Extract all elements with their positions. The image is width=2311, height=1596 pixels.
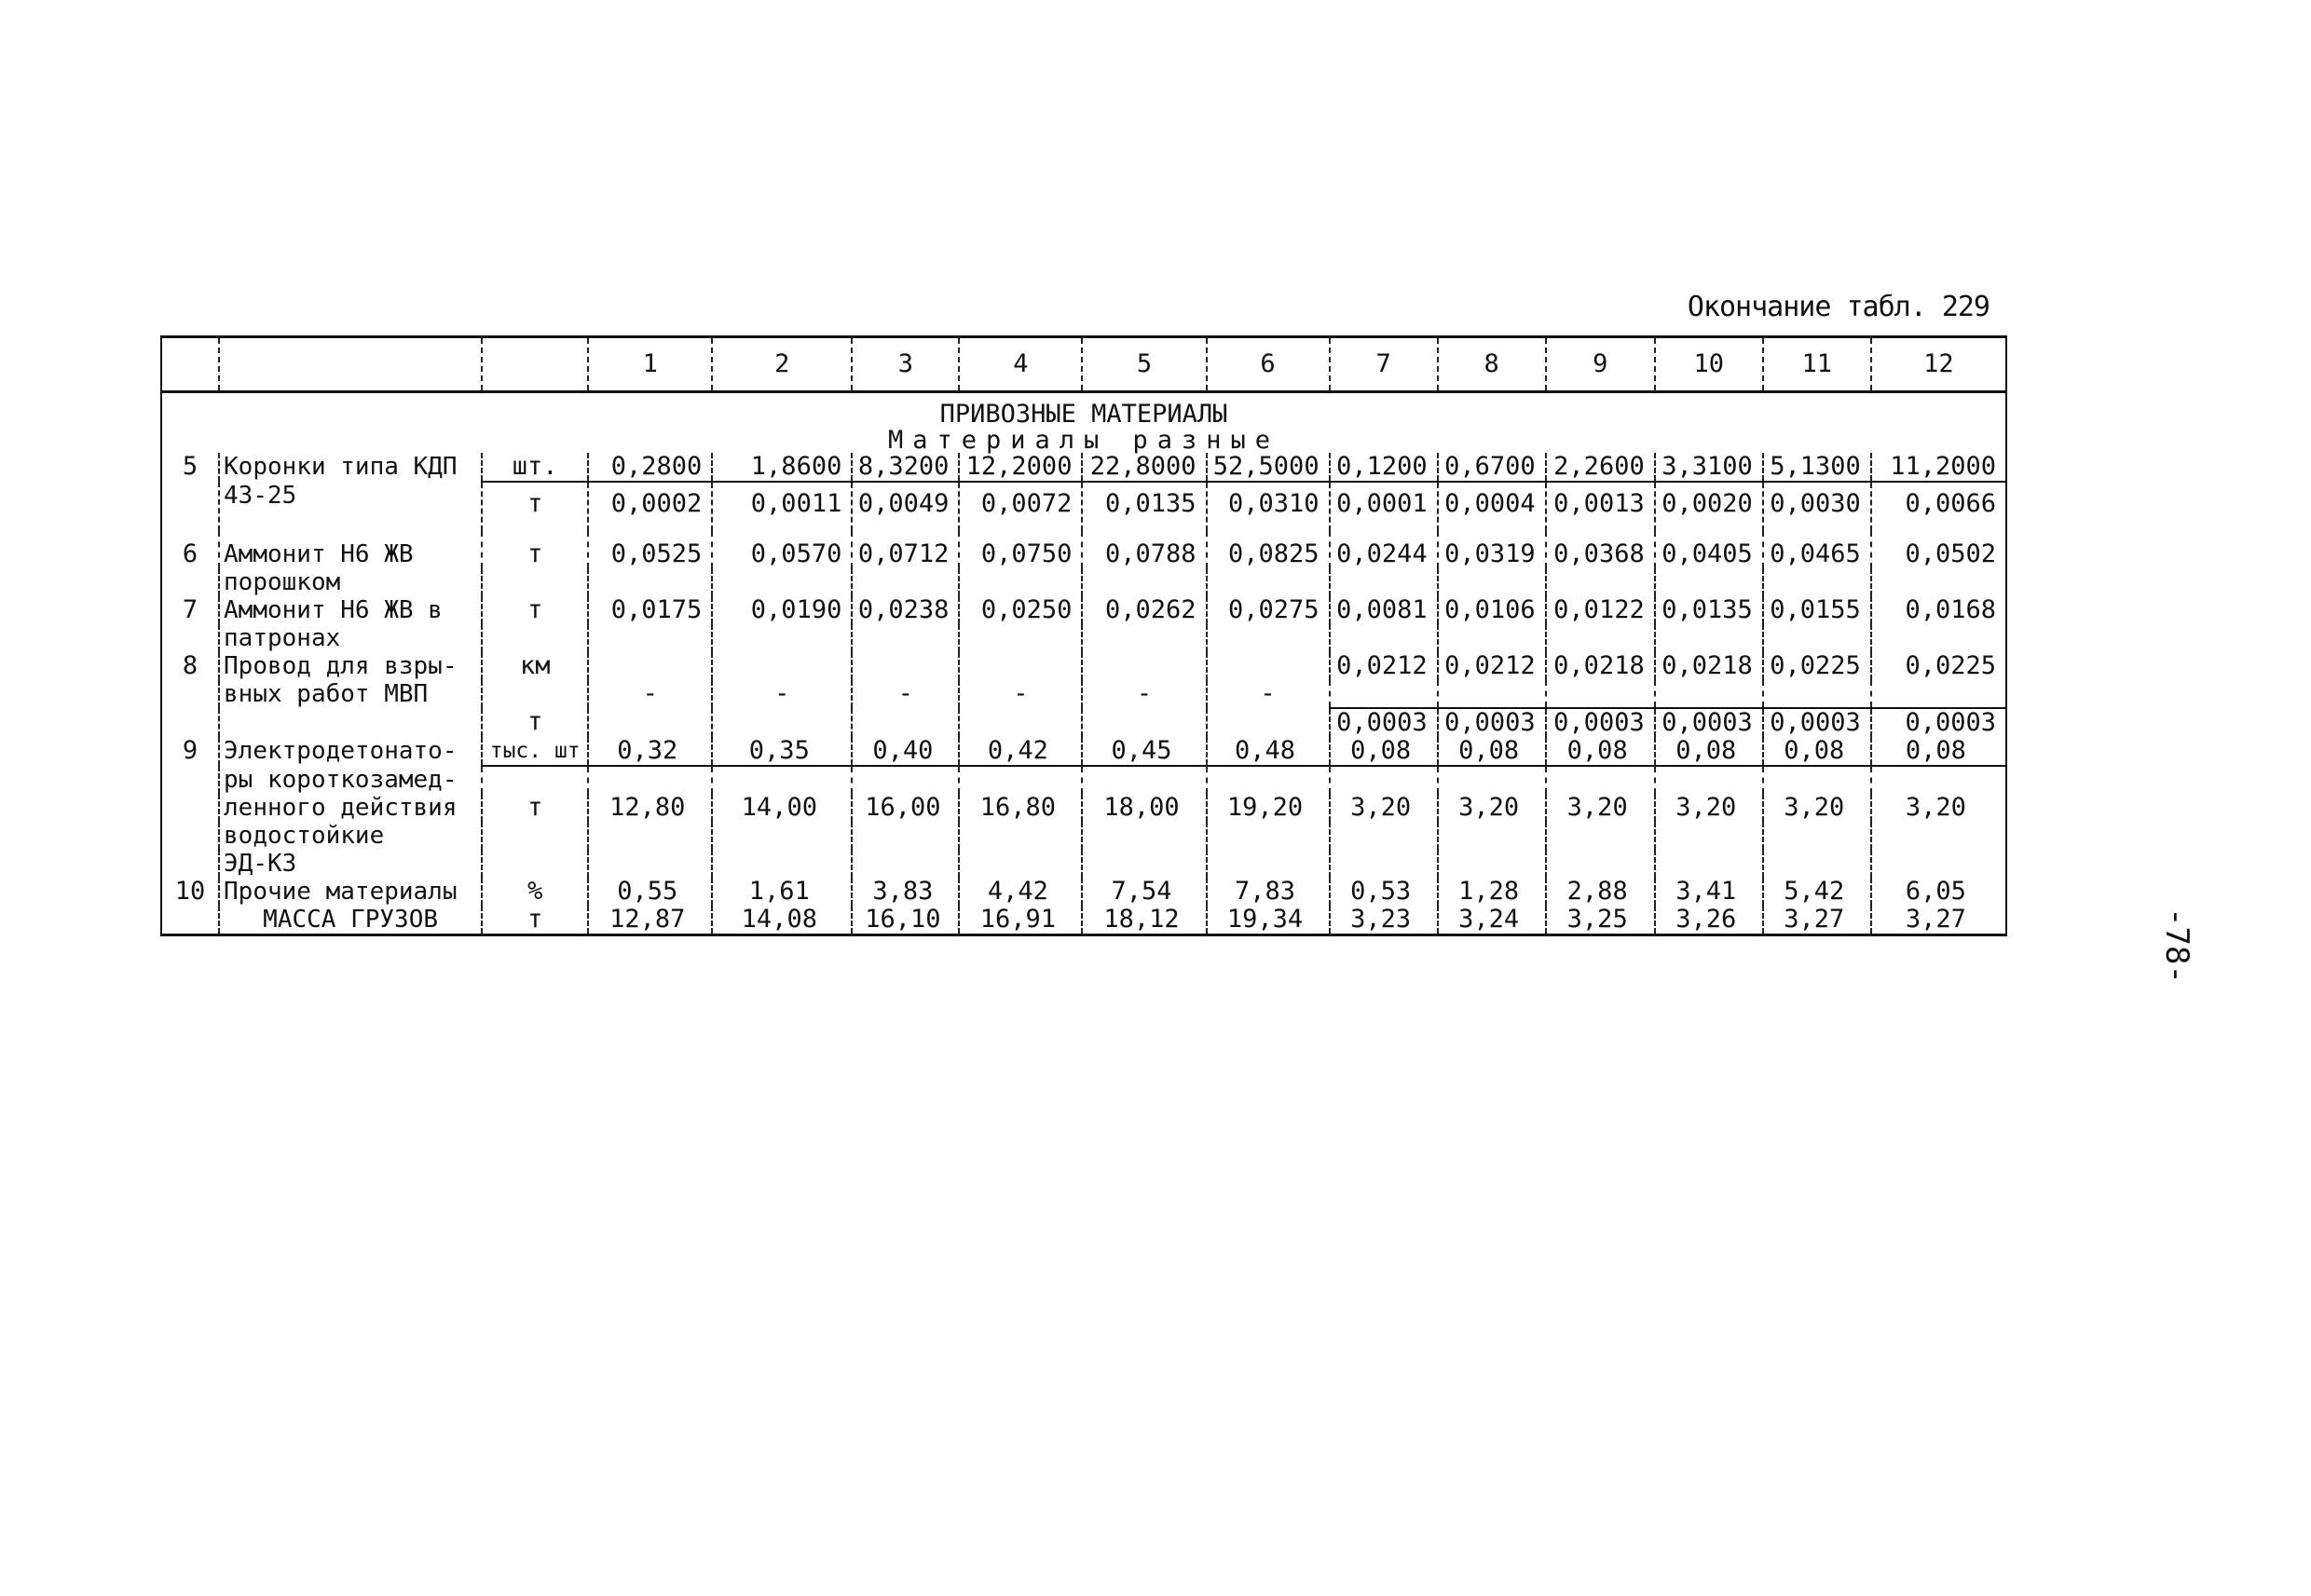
- header-cell: 3: [852, 337, 959, 392]
- table-cell: [852, 652, 959, 680]
- table-cell: [852, 822, 959, 850]
- table-cell: вных работ МВП: [219, 680, 482, 708]
- subsection-title: Материалы разные: [161, 429, 2006, 453]
- table-cell: [482, 680, 588, 708]
- table-cell: 0,0502: [1871, 531, 2006, 568]
- table-cell: 14,08: [712, 906, 852, 935]
- table-cell: 0,6700: [1438, 453, 1546, 482]
- table-cell: 2,2600: [1546, 453, 1655, 482]
- table-cell: 0,0825: [1207, 531, 1330, 568]
- table-cell: [1871, 624, 2006, 652]
- table-cell: 8: [161, 652, 219, 680]
- table-cell: [1871, 680, 2006, 708]
- table-cell: -: [712, 680, 852, 708]
- table-cell: 0,0570: [712, 531, 852, 568]
- header-cell: 2: [712, 337, 852, 392]
- table-cell: [588, 708, 712, 737]
- table-cell: [588, 822, 712, 850]
- table-cell: -: [1207, 680, 1330, 708]
- table-cell: [959, 568, 1082, 596]
- table-cell: [1546, 680, 1655, 708]
- table-cell: 1,61: [712, 878, 852, 906]
- table-cell: 0,0072: [959, 482, 1082, 531]
- table-cell: [1082, 652, 1206, 680]
- table-cell: 3,23: [1330, 906, 1438, 935]
- table-cell: [852, 568, 959, 596]
- header-cell: 9: [1546, 337, 1655, 392]
- table-row: [161, 652, 2006, 680]
- table-cell: 6,05: [1871, 878, 2006, 906]
- table-cell: [588, 624, 712, 652]
- table-cell: [1871, 850, 2006, 878]
- table-row: [161, 531, 2006, 568]
- table-cell: 0,0244: [1330, 531, 1438, 568]
- table-cell: [1655, 624, 1763, 652]
- table-cell: 14,00: [712, 794, 852, 822]
- table-cell: [1207, 624, 1330, 652]
- table-cell: 1,28: [1438, 878, 1546, 906]
- table-cell: 11,2000: [1871, 453, 2006, 482]
- table-cell: -: [852, 680, 959, 708]
- table-cell: 16,10: [852, 906, 959, 935]
- table-cell: 12,80: [588, 794, 712, 822]
- table-cell: [852, 708, 959, 737]
- table-cell: 0,0013: [1546, 482, 1655, 531]
- table-cell: 0,08: [1655, 737, 1763, 766]
- table-cell: 3,25: [1546, 906, 1655, 935]
- table-cell: [1655, 568, 1763, 596]
- table-cell: [1655, 850, 1763, 878]
- table-cell: [1763, 624, 1871, 652]
- table-cell: [1438, 680, 1546, 708]
- table-cell: 4,42: [959, 878, 1082, 906]
- table-cell: 0,0020: [1655, 482, 1763, 531]
- table-cell: 0,0135: [1655, 596, 1763, 624]
- table-cell: [1082, 624, 1206, 652]
- table-cell: 0,08: [1330, 737, 1438, 766]
- table-cell: [1871, 766, 2006, 794]
- table-row: [161, 822, 2006, 850]
- table-cell: [1207, 568, 1330, 596]
- table-cell: [588, 850, 712, 878]
- table-cell: 0,0405: [1655, 531, 1763, 568]
- table-cell: [712, 708, 852, 737]
- table-cell: 0,0250: [959, 596, 1082, 624]
- table-cell: [1871, 822, 2006, 850]
- header-cell: 12: [1871, 337, 2006, 392]
- table-cell: [1330, 568, 1438, 596]
- table-cell: ры короткозамед-: [219, 766, 482, 794]
- table-cell: [1207, 652, 1330, 680]
- table-cell: 6: [161, 531, 219, 568]
- table-cell: 52,5000: [1207, 453, 1330, 482]
- table-cell: 0,45: [1082, 737, 1206, 766]
- table-cell: Прочие материалы: [219, 878, 482, 906]
- table-cell: [588, 766, 712, 794]
- table-cell: 0,0030: [1763, 482, 1871, 531]
- page-number: -78-: [2157, 907, 2195, 984]
- table-cell: 19,34: [1207, 906, 1330, 935]
- table-cell: 0,08: [1438, 737, 1546, 766]
- table-cell: водостойкие: [219, 822, 482, 850]
- table-cell: км: [482, 652, 588, 680]
- table-cell: [1207, 850, 1330, 878]
- table-cell: 0,0225: [1763, 652, 1871, 680]
- table-cell: 3,20: [1330, 794, 1438, 822]
- table-cell: 43-25: [219, 482, 482, 531]
- table-cell: [1438, 766, 1546, 794]
- table-cell: [1438, 624, 1546, 652]
- table-cell: 0,08: [1763, 737, 1871, 766]
- table-cell: [712, 766, 852, 794]
- header-row: [161, 337, 2006, 392]
- table-row: [161, 596, 2006, 624]
- table-cell: 3,41: [1655, 878, 1763, 906]
- table-cell: 0,0788: [1082, 531, 1206, 568]
- table-cell: 0,0003: [1330, 708, 1438, 737]
- table-cell: [482, 766, 588, 794]
- table-cell: [1438, 568, 1546, 596]
- table-cell: 0,32: [588, 737, 712, 766]
- table-cell: [161, 568, 219, 596]
- table-cell: [1330, 766, 1438, 794]
- table-cell: [161, 794, 219, 822]
- table-cell: [482, 624, 588, 652]
- table-cell: Аммонит Н6 ЖВ в: [219, 596, 482, 624]
- table-cell: 7,54: [1082, 878, 1206, 906]
- table-cell: 0,48: [1207, 737, 1330, 766]
- table-cell: т: [482, 906, 588, 935]
- table-cell: 0,0212: [1330, 652, 1438, 680]
- table-cell: 0,0011: [712, 482, 852, 531]
- table-cell: 5,42: [1763, 878, 1871, 906]
- table-cell: 18,12: [1082, 906, 1206, 935]
- table-cell: 0,0003: [1438, 708, 1546, 737]
- table-cell: [1207, 822, 1330, 850]
- table-cell: [959, 850, 1082, 878]
- table-cell: 0,0168: [1871, 596, 2006, 624]
- table-cell: Электродетонато-: [219, 737, 482, 766]
- table-cell: 0,0525: [588, 531, 712, 568]
- table-cell: [959, 624, 1082, 652]
- table-cell: т: [482, 708, 588, 737]
- table-cell: 0,0003: [1655, 708, 1763, 737]
- table-cell: [161, 708, 219, 737]
- table-cell: 0,1200: [1330, 453, 1438, 482]
- table-cell: 0,0275: [1207, 596, 1330, 624]
- table-cell: т: [482, 482, 588, 531]
- table-cell: 3,20: [1546, 794, 1655, 822]
- table-cell: 5: [161, 453, 219, 482]
- table-cell: [712, 624, 852, 652]
- table-cell: 0,0066: [1871, 482, 2006, 531]
- table-cell: 12,2000: [959, 453, 1082, 482]
- table-cell: [1655, 766, 1763, 794]
- table-cell: 7,83: [1207, 878, 1330, 906]
- header-cell: [482, 337, 588, 392]
- table-cell: 0,0004: [1438, 482, 1546, 531]
- table-cell: [161, 482, 219, 531]
- table-cell: 7: [161, 596, 219, 624]
- table-cell: [852, 766, 959, 794]
- table-cell: 0,0190: [712, 596, 852, 624]
- table-cell: 5,1300: [1763, 453, 1871, 482]
- table-cell: [1330, 680, 1438, 708]
- table-cell: [1207, 708, 1330, 737]
- table-cell: 0,0135: [1082, 482, 1206, 531]
- header-cell: 7: [1330, 337, 1438, 392]
- header-cell: 5: [1082, 337, 1206, 392]
- header-cell: [219, 337, 482, 392]
- header-cell: 11: [1763, 337, 1871, 392]
- table-cell: [1763, 568, 1871, 596]
- table-cell: [161, 822, 219, 850]
- table-cell: 16,00: [852, 794, 959, 822]
- table-cell: [1546, 624, 1655, 652]
- table-cell: 9: [161, 737, 219, 766]
- table-cell: [161, 766, 219, 794]
- table-cell: 16,91: [959, 906, 1082, 935]
- table-cell: [161, 624, 219, 652]
- table-cell: 0,0750: [959, 531, 1082, 568]
- table-cell: -: [1082, 680, 1206, 708]
- table-row: [161, 568, 2006, 596]
- table-cell: [1082, 708, 1206, 737]
- table-cell: 3,20: [1655, 794, 1763, 822]
- table-cell: Коронки типа КДП: [219, 453, 482, 482]
- table-cell: -: [959, 680, 1082, 708]
- header-cell: 1: [588, 337, 712, 392]
- table-row: [161, 906, 2006, 935]
- table-cell: 3,24: [1438, 906, 1546, 935]
- table-row: [161, 453, 2006, 482]
- header-cell: 8: [1438, 337, 1546, 392]
- header-cell: 4: [959, 337, 1082, 392]
- table-cell: [588, 568, 712, 596]
- section-title: ПРИВОЗНЫЕ МАТЕРИАЛЫ: [161, 392, 2006, 430]
- table-cell: [1438, 822, 1546, 850]
- table-cell: [959, 766, 1082, 794]
- table-row: [161, 878, 2006, 906]
- table-cell: 0,0003: [1763, 708, 1871, 737]
- table-cell: ЭД-КЗ: [219, 850, 482, 878]
- table-cell: Провод для взры-: [219, 652, 482, 680]
- table-cell: 0,0106: [1438, 596, 1546, 624]
- table-cell: [959, 708, 1082, 737]
- table-cell: 8,3200: [852, 453, 959, 482]
- table-cell: 0,08: [1871, 737, 2006, 766]
- table-cell: 0,55: [588, 878, 712, 906]
- table-cell: 0,0218: [1655, 652, 1763, 680]
- table-cell: 0,0319: [1438, 531, 1546, 568]
- header-cell: 10: [1655, 337, 1763, 392]
- table-cell: [161, 906, 219, 935]
- table-cell: 0,42: [959, 737, 1082, 766]
- table-cell: [482, 822, 588, 850]
- table-row: [161, 850, 2006, 878]
- table-cell: [1330, 624, 1438, 652]
- table-cell: [852, 624, 959, 652]
- table-cell: 0,40: [852, 737, 959, 766]
- table-cell: [1082, 822, 1206, 850]
- table-cell: [219, 708, 482, 737]
- table-cell: 12,87: [588, 906, 712, 935]
- table-row: [161, 708, 2006, 737]
- table-cell: [1871, 568, 2006, 596]
- table-cell: 0,0368: [1546, 531, 1655, 568]
- section-row: [161, 392, 2006, 430]
- table-cell: [1438, 850, 1546, 878]
- table-cell: патронах: [219, 624, 482, 652]
- table-cell: [712, 568, 852, 596]
- materials-table: [160, 335, 2007, 936]
- table-cell: 0,0081: [1330, 596, 1438, 624]
- table-cell: [1546, 850, 1655, 878]
- table-cell: [1546, 766, 1655, 794]
- table-cell: 3,20: [1438, 794, 1546, 822]
- table-cell: 0,53: [1330, 878, 1438, 906]
- table-cell: 3,3100: [1655, 453, 1763, 482]
- subsection-row: [161, 429, 2006, 453]
- table-cell: [1082, 850, 1206, 878]
- table-cell: [1655, 680, 1763, 708]
- table-row: [161, 794, 2006, 822]
- table-cell: [959, 652, 1082, 680]
- header-cell: 6: [1207, 337, 1330, 392]
- table-cell: [161, 680, 219, 708]
- table-cell: 0,0225: [1871, 652, 2006, 680]
- table-cell: 22,8000: [1082, 453, 1206, 482]
- table-cell: 18,00: [1082, 794, 1206, 822]
- table-row: [161, 624, 2006, 652]
- table-cell: т: [482, 794, 588, 822]
- table-cell: [1763, 850, 1871, 878]
- table-cell: [852, 850, 959, 878]
- table-cell: 3,20: [1763, 794, 1871, 822]
- table-cell: [1655, 822, 1763, 850]
- table-cell: 16,80: [959, 794, 1082, 822]
- table-cell: 1,8600: [712, 453, 852, 482]
- table-cell: 0,0122: [1546, 596, 1655, 624]
- table-cell: [588, 652, 712, 680]
- table-cell: 0,0049: [852, 482, 959, 531]
- table-row: [161, 737, 2006, 766]
- table-cell: 3,20: [1871, 794, 2006, 822]
- table-cell: 0,2800: [588, 453, 712, 482]
- table-cell: 0,0001: [1330, 482, 1438, 531]
- table-cell: 0,0212: [1438, 652, 1546, 680]
- header-cell: [161, 337, 219, 392]
- table-cell: ленного действия: [219, 794, 482, 822]
- table-cell: [1546, 568, 1655, 596]
- table-cell: [1546, 822, 1655, 850]
- table-caption: Окончание табл. 229: [1687, 291, 1990, 323]
- table-row: [161, 680, 2006, 708]
- table-cell: 0,0238: [852, 596, 959, 624]
- table-cell: [712, 850, 852, 878]
- table-cell: [1763, 680, 1871, 708]
- table-cell: [482, 850, 588, 878]
- table-cell: [1207, 766, 1330, 794]
- table-cell: 3,27: [1871, 906, 2006, 935]
- table-cell: [1330, 822, 1438, 850]
- table-cell: 0,0262: [1082, 596, 1206, 624]
- table-cell: [1763, 766, 1871, 794]
- table-cell: 3,27: [1763, 906, 1871, 935]
- table-cell: 10: [161, 878, 219, 906]
- table-cell: МАССА ГРУЗОВ: [219, 906, 482, 935]
- table-cell: 2,88: [1546, 878, 1655, 906]
- table-cell: шт.: [482, 453, 588, 482]
- table-cell: 0,0465: [1763, 531, 1871, 568]
- table-row: [161, 766, 2006, 794]
- table-cell: 0,0002: [588, 482, 712, 531]
- table-cell: 0,0155: [1763, 596, 1871, 624]
- table-cell: [1330, 850, 1438, 878]
- table-cell: [1763, 822, 1871, 850]
- table-cell: порошком: [219, 568, 482, 596]
- table-cell: 0,0218: [1546, 652, 1655, 680]
- table-cell: 0,35: [712, 737, 852, 766]
- table-cell: 0,08: [1546, 737, 1655, 766]
- table-cell: [712, 652, 852, 680]
- table-cell: 0,0003: [1871, 708, 2006, 737]
- table-cell: [482, 568, 588, 596]
- table-cell: [161, 850, 219, 878]
- table-cell: Аммонит Н6 ЖВ: [219, 531, 482, 568]
- table-cell: 0,0712: [852, 531, 959, 568]
- table-cell: 0,0003: [1546, 708, 1655, 737]
- table-cell: [712, 822, 852, 850]
- table-cell: [959, 822, 1082, 850]
- table-cell: 3,26: [1655, 906, 1763, 935]
- table-row: [161, 482, 2006, 531]
- table-cell: [1082, 568, 1206, 596]
- table-cell: тыс. шт: [482, 737, 588, 766]
- table-cell: 0,0175: [588, 596, 712, 624]
- table-cell: т: [482, 596, 588, 624]
- table-cell: [1082, 766, 1206, 794]
- table-cell: %: [482, 878, 588, 906]
- table-cell: -: [588, 680, 712, 708]
- table-cell: 19,20: [1207, 794, 1330, 822]
- table-cell: 3,83: [852, 878, 959, 906]
- table-cell: 0,0310: [1207, 482, 1330, 531]
- table-cell: т: [482, 531, 588, 568]
